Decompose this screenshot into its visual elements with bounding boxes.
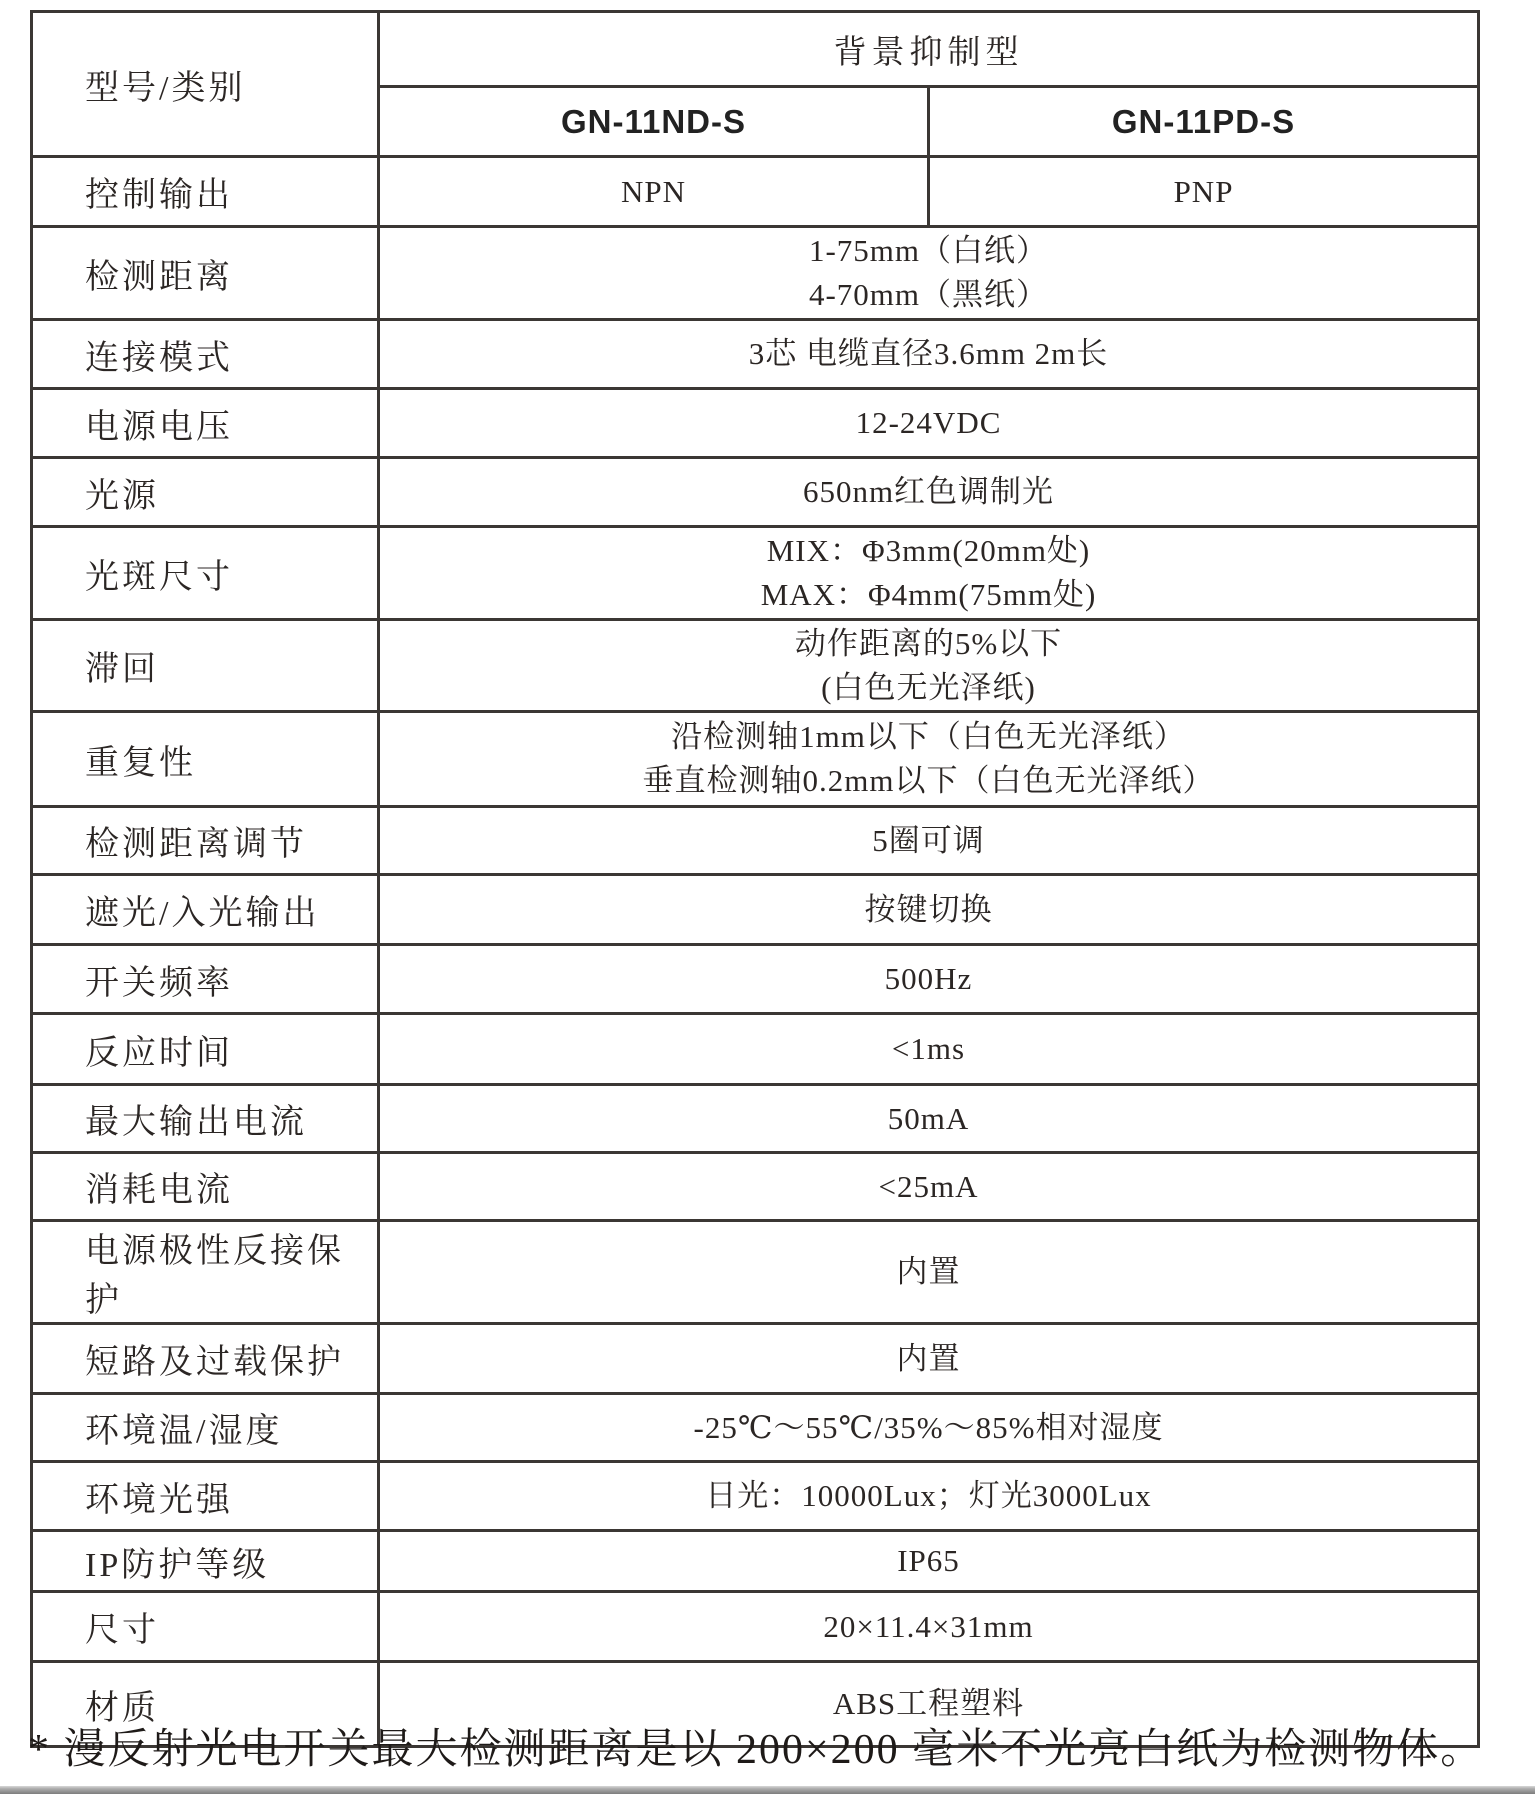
model-category-label: 型号/类别 [32, 12, 379, 157]
table-row [32, 1324, 1479, 1394]
table-row [32, 1153, 1479, 1221]
spec-value [379, 1592, 1479, 1662]
spec-value-line: <1ms [891, 1031, 966, 1066]
spec-value [379, 1394, 1479, 1462]
control-output-npn: NPN [379, 157, 929, 227]
spec-value-line: 动作距离的5%以下 [794, 625, 1063, 661]
sensor-type-header: 背景抑制型 [379, 12, 1479, 87]
spec-value [379, 1014, 1479, 1085]
spec-value-line: 5圈可调 [872, 822, 985, 858]
model-name-npn: GN-11ND-S [379, 87, 929, 157]
spec-value-line: (白色无光泽纸) [821, 669, 1036, 705]
spec-value-line: IP65 [897, 1543, 960, 1578]
spec-value-line: ABS工程塑料 [832, 1686, 1025, 1721]
spec-value [379, 227, 1479, 320]
table-row [32, 1592, 1479, 1662]
table-row [32, 227, 1479, 320]
spec-label: 尺寸 [32, 1592, 379, 1662]
spec-label: 光源 [32, 458, 379, 527]
bottom-divider-bar [0, 1786, 1535, 1794]
spec-value-line: 垂直检测轴0.2mm以下（白色无光泽纸） [642, 763, 1215, 798]
spec-value-line: -25℃～55℃/35%～85%相对湿度 [693, 1409, 1164, 1445]
spec-label: IP防护等级 [32, 1531, 379, 1592]
spec-value [379, 320, 1479, 389]
spec-value-line: 日光：10000Lux；灯光3000Lux [705, 1478, 1152, 1513]
spec-value-line: 3芯 电缆直径3.6mm 2m长 [748, 336, 1109, 371]
spec-label: 反应时间 [32, 1014, 379, 1085]
spec-value [379, 875, 1479, 945]
spec-value-line: 20×11.4×31mm [823, 1608, 1034, 1644]
spec-label: 短路及过载保护 [32, 1324, 379, 1394]
table-row [32, 1085, 1479, 1153]
spec-value [379, 458, 1479, 527]
table-row [32, 875, 1479, 945]
spec-value-line: MIX：Φ3mm(20mm处) [766, 533, 1091, 568]
spec-value [379, 620, 1479, 712]
spec-value-line: <25mA [878, 1168, 979, 1204]
spec-label: 消耗电流 [32, 1153, 379, 1221]
spec-value [379, 807, 1479, 875]
table-row [32, 1014, 1479, 1085]
footnote: * 漫反射光电开关最大检测距离是以 200×200 毫米不光亮白纸为检测物体。 [28, 1727, 1485, 1773]
spec-label: 光斑尺寸 [32, 527, 379, 620]
spec-label: 连接模式 [32, 320, 379, 389]
spec-value [379, 1324, 1479, 1394]
spec-value [379, 1085, 1479, 1153]
spec-label: 检测距离 [32, 227, 379, 320]
spec-value-line: 50mA [887, 1100, 970, 1136]
table-row [32, 712, 1479, 807]
spec-value-line: 按键切换 [864, 891, 993, 927]
spec-value [379, 527, 1479, 620]
spec-value-line: MAX：Φ4mm(75mm处) [760, 577, 1097, 612]
spec-label: 电源极性反接保护 [32, 1221, 379, 1324]
spec-label: 检测距离调节 [32, 807, 379, 875]
spec-value-line: 1-75mm（白纸） [808, 233, 1049, 268]
table-row [32, 1531, 1479, 1592]
spec-value [379, 712, 1479, 807]
spec-label: 环境温/湿度 [32, 1394, 379, 1462]
spec-value [379, 1153, 1479, 1221]
table-row [32, 389, 1479, 458]
spec-label: 滞回 [32, 620, 379, 712]
control-output-pnp: PNP [929, 157, 1479, 227]
spec-label: 环境光强 [32, 1462, 379, 1531]
spec-label: 遮光/入光输出 [32, 875, 379, 945]
table-row [32, 1221, 1479, 1324]
table-row [32, 320, 1479, 389]
table-row [32, 1394, 1479, 1462]
table-row [32, 458, 1479, 527]
spec-label: 材质 [32, 1662, 379, 1747]
spec-value [379, 1531, 1479, 1592]
spec-value [379, 945, 1479, 1014]
spec-value-line: 4-70mm（黑纸） [808, 277, 1049, 312]
spec-value-line: 内置 [896, 1340, 961, 1376]
spec-table [30, 10, 1480, 1748]
spec-label: 重复性 [32, 712, 379, 807]
table-row [32, 527, 1479, 620]
control-output-label: 控制输出 [32, 157, 379, 227]
spec-value [379, 1221, 1479, 1324]
table-row [32, 1462, 1479, 1531]
spec-label: 最大输出电流 [32, 1085, 379, 1153]
table-row [32, 945, 1479, 1014]
spec-label: 电源电压 [32, 389, 379, 458]
table-row [32, 807, 1479, 875]
model-name-pnp: GN-11PD-S [929, 87, 1479, 157]
spec-value [379, 389, 1479, 458]
spec-label: 开关频率 [32, 945, 379, 1014]
spec-value-line: 内置 [896, 1254, 961, 1289]
table-row [32, 620, 1479, 712]
spec-value-line: 650nm红色调制光 [802, 474, 1055, 509]
spec-value [379, 1462, 1479, 1531]
spec-value-line: 12-24VDC [855, 405, 1002, 440]
spec-value-line: 沿检测轴1mm以下（白色无光泽纸） [671, 719, 1186, 754]
spec-value-line: 500Hz [884, 961, 973, 996]
